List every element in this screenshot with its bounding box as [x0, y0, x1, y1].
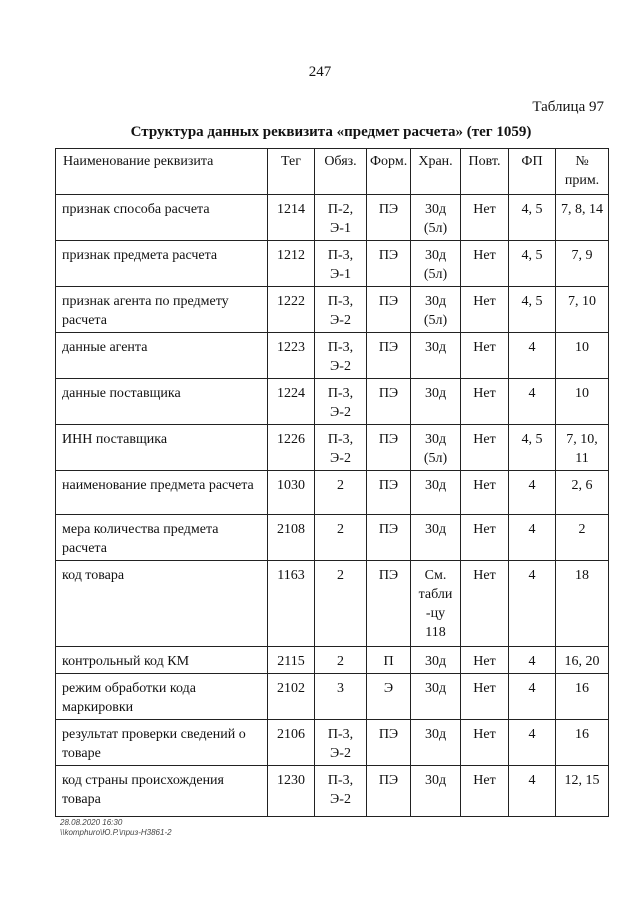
cell-repeat: Нет: [461, 333, 509, 379]
cell-repeat: Нет: [461, 379, 509, 425]
cell-required: 2: [315, 471, 367, 515]
cell-required: П-3, Э-2: [315, 287, 367, 333]
cell-required: П-3, Э-2: [315, 379, 367, 425]
table-row: [56, 195, 609, 241]
page-number: 247: [308, 64, 332, 80]
cell-format: П: [367, 647, 411, 674]
cell-storage: 30д: [411, 471, 461, 515]
table-row: [56, 471, 609, 515]
header-note-number: № прим.: [556, 149, 609, 195]
cell-storage: 30д: [411, 647, 461, 674]
cell-tag: 2106: [268, 720, 315, 766]
cell-tag: 1226: [268, 425, 315, 471]
cell-note-number: 2: [556, 515, 609, 561]
cell-format: ПЭ: [367, 379, 411, 425]
table-row: [56, 425, 609, 471]
cell-format: ПЭ: [367, 195, 411, 241]
cell-storage: 30д: [411, 766, 461, 817]
cell-name: ИНН поставщика: [56, 425, 268, 471]
cell-tag: 1030: [268, 471, 315, 515]
cell-tag: 1224: [268, 379, 315, 425]
cell-name: признак предмета расчета: [56, 241, 268, 287]
cell-required: П-3, Э-2: [315, 766, 367, 817]
cell-format: ПЭ: [367, 766, 411, 817]
cell-required: П-3, Э-2: [315, 333, 367, 379]
cell-tag: 1163: [268, 561, 315, 647]
cell-name: результат проверки сведений о товаре: [56, 720, 268, 766]
cell-name: режим обработки кода маркировки: [56, 674, 268, 720]
cell-note-number: 16: [556, 720, 609, 766]
table-row: [56, 379, 609, 425]
cell-tag: 1222: [268, 287, 315, 333]
cell-required: П-3, Э-1: [315, 241, 367, 287]
cell-name: данные агента: [56, 333, 268, 379]
table-row: [56, 333, 609, 379]
cell-format: ПЭ: [367, 425, 411, 471]
cell-repeat: Нет: [461, 720, 509, 766]
cell-note-number: 10: [556, 333, 609, 379]
cell-fp: 4, 5: [509, 241, 556, 287]
cell-name: признак агента по предмету расчета: [56, 287, 268, 333]
cell-required: 2: [315, 561, 367, 647]
cell-name: мера количества предмета расчета: [56, 515, 268, 561]
table-row: [56, 241, 609, 287]
table-title: Структура данных реквизита «предмет расчета» (тег 1059): [130, 124, 532, 140]
cell-storage: 30д (5л): [411, 195, 461, 241]
cell-name: наименование предмета расчета: [56, 471, 268, 515]
cell-tag: 1223: [268, 333, 315, 379]
cell-name: признак способа расчета: [56, 195, 268, 241]
cell-name: контрольный код КМ: [56, 647, 268, 674]
cell-note-number: 16, 20: [556, 647, 609, 674]
header-tag: Тег: [268, 149, 315, 195]
requisite-structure-table: [55, 148, 609, 817]
cell-repeat: Нет: [461, 766, 509, 817]
header-storage: Хран.: [411, 149, 461, 195]
header-format: Форм.: [367, 149, 411, 195]
table-row: [56, 515, 609, 561]
cell-note-number: 12, 15: [556, 766, 609, 817]
cell-note-number: 7, 10, 11: [556, 425, 609, 471]
cell-fp: 4: [509, 674, 556, 720]
cell-tag: 2108: [268, 515, 315, 561]
cell-fp: 4: [509, 561, 556, 647]
cell-storage: 30д (5л): [411, 287, 461, 333]
cell-storage: 30д (5л): [411, 241, 461, 287]
cell-storage: 30д: [411, 515, 461, 561]
cell-required: П-3, Э-2: [315, 720, 367, 766]
cell-format: ПЭ: [367, 241, 411, 287]
cell-format: ПЭ: [367, 287, 411, 333]
cell-name: данные поставщика: [56, 379, 268, 425]
header-fp: ФП: [509, 149, 556, 195]
table-row: [56, 287, 609, 333]
cell-note-number: 7, 10: [556, 287, 609, 333]
cell-storage: 30д: [411, 379, 461, 425]
table-row: [56, 766, 609, 817]
cell-format: ПЭ: [367, 515, 411, 561]
cell-note-number: 7, 9: [556, 241, 609, 287]
cell-format: ПЭ: [367, 561, 411, 647]
cell-fp: 4, 5: [509, 287, 556, 333]
cell-format: Э: [367, 674, 411, 720]
cell-required: П-2, Э-1: [315, 195, 367, 241]
table-header-row: [56, 149, 609, 195]
cell-repeat: Нет: [461, 647, 509, 674]
table-label: Таблица 97: [532, 99, 604, 115]
cell-repeat: Нет: [461, 471, 509, 515]
cell-fp: 4: [509, 379, 556, 425]
cell-fp: 4: [509, 515, 556, 561]
table-row: [56, 720, 609, 766]
cell-required: 2: [315, 647, 367, 674]
footer-timestamp: 28.08.2020 16:30: [60, 818, 123, 827]
cell-repeat: Нет: [461, 561, 509, 647]
cell-note-number: 18: [556, 561, 609, 647]
header-repeat: Повт.: [461, 149, 509, 195]
cell-fp: 4: [509, 333, 556, 379]
cell-repeat: Нет: [461, 287, 509, 333]
cell-tag: 1214: [268, 195, 315, 241]
cell-tag: 2115: [268, 647, 315, 674]
cell-repeat: Нет: [461, 425, 509, 471]
cell-fp: 4, 5: [509, 195, 556, 241]
cell-tag: 2102: [268, 674, 315, 720]
header-name: Наименование реквизита: [56, 149, 268, 195]
cell-fp: 4: [509, 647, 556, 674]
table-row: [56, 674, 609, 720]
cell-tag: 1212: [268, 241, 315, 287]
cell-format: ПЭ: [367, 471, 411, 515]
cell-storage: 30д (5л): [411, 425, 461, 471]
cell-fp: 4: [509, 720, 556, 766]
cell-required: П-3, Э-2: [315, 425, 367, 471]
cell-repeat: Нет: [461, 674, 509, 720]
cell-note-number: 2, 6: [556, 471, 609, 515]
footer-path: \\komphuro\Ю.Р.\приз-Н3861-2: [60, 828, 172, 837]
cell-repeat: Нет: [461, 195, 509, 241]
cell-required: 3: [315, 674, 367, 720]
cell-fp: 4: [509, 471, 556, 515]
cell-storage: 30д: [411, 333, 461, 379]
cell-fp: 4, 5: [509, 425, 556, 471]
cell-format: ПЭ: [367, 720, 411, 766]
cell-storage: См. табли -цу 118: [411, 561, 461, 647]
cell-required: 2: [315, 515, 367, 561]
table-row: [56, 561, 609, 647]
cell-tag: 1230: [268, 766, 315, 817]
document-footer: [60, 818, 172, 838]
cell-fp: 4: [509, 766, 556, 817]
cell-repeat: Нет: [461, 515, 509, 561]
cell-name: код товара: [56, 561, 268, 647]
table-row: [56, 647, 609, 674]
cell-note-number: 16: [556, 674, 609, 720]
cell-note-number: 10: [556, 379, 609, 425]
header-required: Обяз.: [315, 149, 367, 195]
cell-format: ПЭ: [367, 333, 411, 379]
cell-storage: 30д: [411, 674, 461, 720]
cell-note-number: 7, 8, 14: [556, 195, 609, 241]
cell-storage: 30д: [411, 720, 461, 766]
cell-repeat: Нет: [461, 241, 509, 287]
cell-name: код страны происхождения товара: [56, 766, 268, 817]
